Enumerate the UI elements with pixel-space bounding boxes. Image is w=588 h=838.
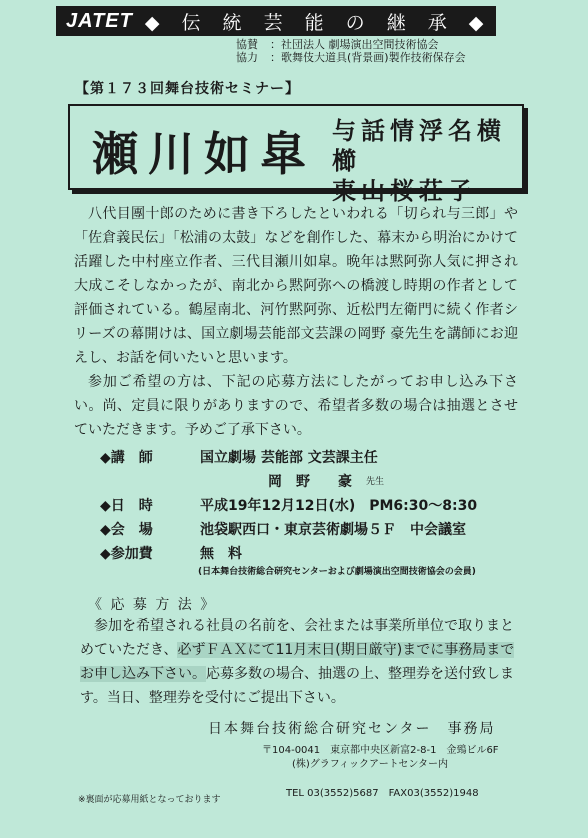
application-heading: 《 応 募 方 法 》 <box>88 597 217 613</box>
fee-row: ◆参加費 無 料 <box>100 546 242 562</box>
work-title-2: 東山桜荘子 <box>332 176 477 205</box>
author-name: 瀬川如皐 <box>92 127 316 181</box>
office-name: 日本舞台技術総合研究センター 事務局 <box>208 721 496 737</box>
intro-text <box>74 202 518 442</box>
application-text: 参加を希望される社員の名前を、会社または事業所単位で取りまとめていただき、必ずＦＡＸにて11月末日(期日厳守)までに事務局までお申し込み下さい。応募多数の場合、抽選の上、整理券を送付致します。当日、整理券を受付にご提出下さい。 <box>80 618 515 706</box>
rear-note: ※裏面が応募用紙となっております <box>78 795 221 805</box>
lecturer-row: ◆講 師 国立劇場 芸能部 文芸課主任 <box>100 450 378 466</box>
intro-paragraph-2: 参加ご希望の方は、下記の応募方法にしたがってお申し込み下さい。尚、定員に限りがありますので、希望者多数の場合は抽選とさせていただきます。予めご了承下さい。 <box>74 374 518 438</box>
lecturer-name-row: 岡 野 豪 先生 <box>100 470 477 494</box>
event-details <box>100 446 477 578</box>
seminar-heading: 【第１７３回舞台技術セミナー】 <box>75 81 300 97</box>
work-title-1: 与話情浮名横櫛 <box>332 116 506 175</box>
sponsor-line: 協賛 ：社団法人 劇場演出空間技術協会 <box>236 38 439 51</box>
intro-paragraph-1: 八代目團十郎のために書き下ろしたといわれる「切られ与三郎」や「佐倉義民伝」「松浦の太鼓」などを創作した、幕末から明治にかけて活躍した中村座立作者、三代目瀬川如皐。晩年は黙阿弥人気に押され大成こそしなかったが、南北から黙阿弥への橋渡し時期の作者として評価されている。鶴屋南北、河竹黙阿弥、近松門左衛門に続く作者シリーズの幕開けは、国立劇場芸能部文芸課の岡野 豪先生を講師にお迎えし、お話を伺いたいと思います。 <box>74 206 518 366</box>
fee-note: (日本舞台技術総合研究センターおよび劇場演出空間技術協会の会員) <box>198 567 476 577</box>
address: 〒104-0041 東京都中央区新富2-8-1 金鵄ビル6F (株)グラフィックアートセンター内 <box>262 745 499 770</box>
date-row: ◆日 時 平成19年12月12日(水) PM6:30～8:30 <box>100 498 478 514</box>
cooperation-block <box>236 38 466 64</box>
banner-subtitle: ◆ 伝 統 芸 能 の 継 承 ◆ <box>144 11 492 34</box>
phone-fax: TEL 03(3552)5687 FAX03(3552)1948 <box>286 788 479 799</box>
jatet-logo: JATET <box>66 9 133 32</box>
lecturer-name: 岡 野 豪 <box>268 474 352 490</box>
support-line: 協力 ：歌舞伎大道具(背景画)製作技術保存会 <box>236 51 466 64</box>
title-box <box>68 104 524 205</box>
work-titles <box>332 116 522 206</box>
header-banner <box>56 6 496 36</box>
venue-row: ◆会 場 池袋駅西口・東京芸術劇場５Ｆ 中会議室 <box>100 522 466 538</box>
fax-deadline-highlight: 必ずＦＡＸにて11月末日(期日厳守)までに事務局までお申し込み下さい。 <box>80 642 515 682</box>
